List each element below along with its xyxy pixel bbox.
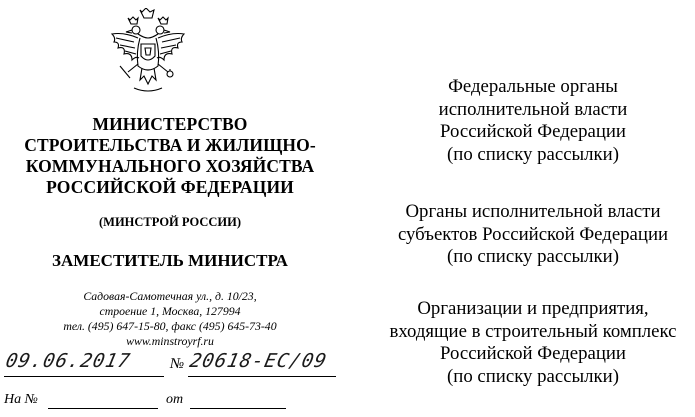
addressee-line: (по списку рассылки) [447, 365, 619, 387]
addressee-line: Органы исполнительной власти [405, 201, 661, 222]
addressee-line: входящие в строительный комплекс [389, 320, 677, 342]
number-sign: № [170, 356, 185, 372]
addressee-line: (по списку рассылки) [447, 143, 619, 165]
registration-line [4, 350, 344, 380]
address-line: тел. (495) 647-15-80, факс (495) 645-73-40 [63, 319, 277, 333]
addressee-line: Организации и предприятия, [417, 298, 649, 319]
registration-date: 09.06.2017 [3, 350, 133, 372]
addressee-line: исполнительной власти [438, 98, 628, 120]
ref-from-label: от [166, 392, 184, 407]
deputy-minister-title: ЗАМЕСТИТЕЛЬ МИНИСТРА [52, 251, 288, 270]
addressee-group [372, 298, 694, 388]
ref-date-blank [190, 408, 286, 409]
addressee-block [372, 0, 694, 417]
reference-line [4, 390, 344, 412]
address-line: строение 1, Москва, 127994 [99, 304, 241, 318]
ministry-line: КОММУНАЛЬНОГО ХОЗЯЙСТВА [25, 156, 315, 176]
ref-number-label: На № [4, 392, 38, 407]
address-line: Садовая-Самотечная ул., д. 10/23, [83, 289, 257, 303]
ministry-line: РОССИЙСКОЙ ФЕДЕРАЦИИ [46, 177, 294, 197]
ministry-line: МИНИСТЕРСТВО [92, 114, 248, 134]
addressee-line: Федеральные органы [448, 76, 618, 97]
date-underline [4, 376, 164, 377]
addressee-line: субъектов Российской Федерации [397, 223, 669, 245]
ministry-address [0, 289, 340, 349]
registration-number: 20618-ЕС/09 [187, 350, 330, 372]
coat-of-arms-emblem [106, 8, 190, 98]
ministry-name [0, 114, 340, 198]
number-underline [188, 376, 336, 377]
ref-number-blank [48, 408, 158, 409]
addressee-line: Российской Федерации [440, 343, 626, 364]
addressee-group [372, 201, 694, 269]
addressee-line: (по списку рассылки) [447, 246, 619, 267]
address-line: www.minstroyrf.ru [126, 334, 214, 348]
addressee-line: Российской Федерации [440, 121, 626, 142]
ministry-line: СТРОИТЕЛЬСТВА И ЖИЛИЩНО- [24, 135, 316, 155]
ministry-abbreviation: (МИНСТРОЙ РОССИИ) [98, 215, 241, 229]
addressee-group [372, 76, 694, 166]
